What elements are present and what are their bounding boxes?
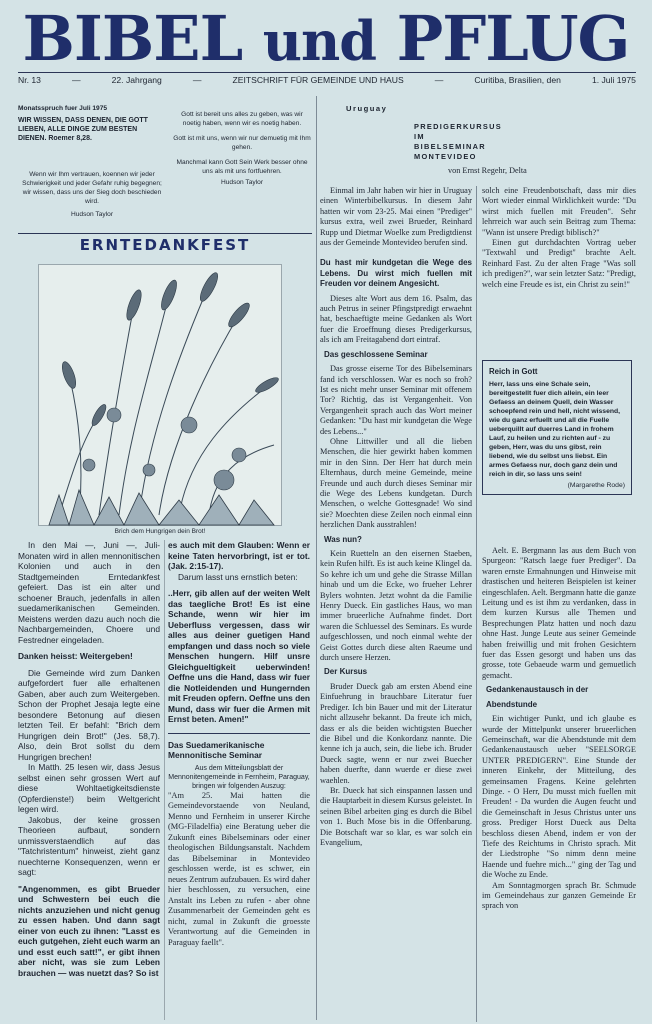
article-subheading: Was nun? [324, 534, 362, 544]
article-paragraph: Ein wichtiger Punkt, und ich glaube es wurde der Mittelpunkt unserer brueerlichen Gemeinschaft, war die Abendstunde mit dem Gedankenaustausch ueber "SEELSORGE UNTER PREDIGERN". Eine Stunde der inneren Einkehr, der Mitteilung, des gemeinsamen Fragens. Keine gelehrten Dinge. - O Herr, Du musst mich fuellen mit Freuden! - Da wurden die Augen feucht und die Gemeinschaft in Jesus Christus unter uns gross. Prediger Horst Dueck aus Delta beschloss diesen Abend, indem er von der Tiefe des Reichtums in Christo sprach. Mit der Liedstrophe "So nimm denn meine Haende und fuehre mich..." ging der Tag und die Woche zu Ende. [482, 714, 636, 880]
erntedank-paragraph: Die Gemeinde wird zum Danken aufgefordert fuer alle erhaltenen Gaben, aber auch zum Weitergeben. Schon der Prophet Jesaja legte eine besondere Betonung auf diesen letzten Teil. Er befahl: "Brich dem Hungrigen dein Brot!" (Jes. 58,7). Also, dein Brot sollst du dem Hungrigen brechen! [18, 667, 160, 762]
article-paragraph: Ohne Littwiller und all die lieben Menschen, die hier gewirkt haben kommen mir in den Sinn. Der Herr hat durch mein Elternhaus, durch meine Gemeinde, meine Freunde und auch durch dieses Seminar mir die Wege des Lebens kundgetan. Durch Menschen, o welche Gottesgnade! Wo sind sie? Moechten diese Zeilen noch einmal einn herzlichen Dank ausstrahlen! [320, 436, 472, 530]
wheat-illustration-icon [39, 265, 283, 527]
issue-number: Nr. 13 [18, 75, 41, 85]
date: 1. Juli 1975 [591, 75, 636, 85]
article-paragraph: Kein Ruetteln an den eisernen Staeben, kein Rufen hilft. Es ist auch keine Klingel da. So kehre ich um und gehe die Strasse Millan hinab und um die Ecke, wo frueher Lehrer Bylers wohnten. Jetzt wohnt da die Familie Henry Dueck. Ein gastliches Haus, wo man immer brueerliche Aufnahme findet. Dort waren die Schluessel des Seminars. Es wurde aufgeschlossen, und noch einmal wehte der Geist Gottes durch diese alten Raeume und durch unsere Herzen. [320, 549, 472, 663]
article-paragraph: Das grosse eiserne Tor des Bibelseminars fand ich verschlossen. War es noch so froh? Ist es nicht mehr unser Seminar mit offenem Tor? Richtig, das ist Vergangenheit. Von Vergangenheit sprach auch das Wort meiner Gedanken: "Du hast mir kundgetan die Wege des Lebens..." [320, 364, 472, 436]
god-quotes [172, 110, 312, 187]
article-subheading: Der Kursus [324, 667, 368, 677]
seminar-paragraph: "Am 25. Mai hatten die Gemeindevorstaende von Neuland, Menno und Fernheim in unserer Kirche (MG-Filadelfia) eine Beratung ueber die Zukunft eines Bibelseminars oder einer theologischen Bildungsanstalt. Nachdem das Bibelseminar in Montevideo geschlossen werde, ist es schwer, ein neues Zentrum aufzubauen. Es wird daher hier beschlossen, zu versuchen, eine Anstalt ins Leben zu rufen - aber ohne Zusammenarbeit der Gemeinden geht es nicht, zumal in Zukunft die groesste Verantwortung auf die Gemeinden in Paraguay faellt". [168, 790, 310, 947]
uruguay-column-1 [320, 186, 472, 848]
god-quote-author: Hudson Taylor [220, 179, 264, 186]
uruguay-kicker: Uruguay [346, 104, 388, 113]
article-paragraph: Einen gut durchdachten Vortrag ueber "Textwahl und Predigt" brachte Aelt. Reinhard Fast. Zu der alten Frage "Was soll ich predigen?", war sein letzter Satz: "Predigt, welch eine Freude es ist, ein Christ zu sein!" [482, 238, 636, 289]
seminar-subheading: Das Suedamerikanische [168, 739, 265, 750]
trust-quote-text: Wenn wir Ihm vertrauen, koennen wir jeder Schwierigkeit und jeder Gefahr ruhig begegnen; wir wissen, dass uns der Sieg doch beschieden wird. [22, 171, 162, 205]
issue-line [18, 72, 636, 85]
uruguay-title-line: BIBELSEMINAR [414, 142, 486, 151]
masthead [18, 4, 634, 76]
illustration-caption: Brich dem Hungrigen dein Brot! [114, 528, 206, 535]
article-subheading: Gedankenaustausch in der [486, 685, 589, 695]
uruguay-column-2-bottom [482, 546, 636, 912]
title-word-bibel: BIBEL [22, 2, 243, 75]
erntedank-subheading: Danken heisst: Weitergeben! [18, 651, 133, 661]
article-subheading: Das geschlossene Seminar [324, 349, 428, 359]
harvest-illustration [38, 264, 282, 526]
title-word-pflug: PFLUG [396, 2, 630, 75]
column-rule [476, 186, 477, 1022]
erntedank-paragraph: Jakobus, der keine grossen Theorieen aufbaut, sondern unmissverstaendlich auf das "Tatchristentum" hinweist, zieht ganz nuechterne Konsequenzen, wenn er sagt: [18, 814, 160, 877]
month-verse [18, 104, 166, 143]
article-paragraph: Bruder Dueck gab am ersten Abend eine Einfuehrung in brauchbare Literatur fuer Prediger. Ich bin Bauer und mit der Literatur nicht allzusehr bekannt. Da freute ich mich, dass er als die beiden wichtigsten Buecher die Bibel und die Konkordanz nannte. Die kenne ich ja auch, sein, die liebe ich. Bruder Dueck sagte, wenn er nur zwei Buecher haben duerfte, dann wuerde er diese zwei waehlen. [320, 681, 472, 785]
article-paragraph: Br. Dueck hat sich einspannen lassen und die Hauptarbeit in diesem Kursus geleistet. In seinen Bibel arbeiten ging es durch die Bibel von 1. Buch Mose bis in die Offenbarung. Die Botschaft war so klar, es war solch ein Evangelium, [320, 785, 472, 847]
dash: — [192, 75, 202, 85]
column-rule [164, 540, 165, 1020]
paper-title [18, 4, 634, 76]
month-verse-text: WIR WISSEN, DASS DENEN, DIE GOTT LIEBEN, ALLE DINGE ZUM BESTEN DIENEN. Roemer 8,28. [18, 117, 148, 142]
volume: 22. Jahrgang [111, 75, 162, 85]
article-paragraph: Am Sonntagmorgen sprach Br. Schmude im Gemeindehaus zur ganzen Gemeinde Er sprach von [482, 880, 636, 911]
uruguay-title-line: MONTEVIDEO [414, 152, 477, 161]
article-byline: von Ernst Regehr, Delta [448, 166, 527, 175]
trust-quote-author: Hudson Taylor [70, 211, 114, 218]
uruguay-title [414, 122, 534, 162]
seminar-note: Aus dem Mitteilungsblatt der Mennonitengemeinde in Fernheim, Paraguay, bringen wir folgenden Auszug: [168, 764, 310, 790]
james-quote-end: es auch mit dem Glauben: Wenn er keine Taten hervorbringt, ist er tot. (Jak. 2:15-17). [168, 540, 310, 571]
erntedank-paragraph: In Matth. 25 lesen wir, dass Jesus selbst einen sehr grossen Wert auf diese Wohltaetigkeitsdienste (Opferdienste!) beim Weltgericht legen wird. [18, 762, 160, 814]
poem-author: (Margarethe Rode) [567, 482, 625, 489]
uruguay-column-2-top [482, 186, 636, 290]
article-paragraph: Aelt. E. Bergmann las aus dem Buch von Spurgeon: "Ratsch laege fuer Prediger". Da waren ernste Ermahnungen und Hinweise mit drastischen und heiteren Beispielen ist keiner eingeschlafen. Aelt. Bergmann hatte die ganze Leitung und es ist ihm zu verdanken, dass in dem kurzen Kursus alle Themen und Besprechungen Platz hatten und noch dazu ohne Hast. Junge Leute aus seiner Gemeinde haben freiwillig und mit frohen Gesichtern fuer das Essen gesorgt und haben uns das grosse, tote Gebaeude warm und gemuetlich gemacht. [482, 546, 636, 680]
divider [168, 733, 310, 734]
god-quote-3: Manchmal kann Gott Sein Werk besser ohne uns als mit uns fortfuehren. [176, 159, 308, 175]
erntedank-paragraph: Darum lasst uns ernstlich beten: [178, 571, 298, 582]
psalm-quote: Du hast mir kundgetan die Wege des Lebens. Du wirst mich fuellen mit Freuden vor deinem Angesicht. [320, 258, 472, 289]
dash: — [71, 75, 81, 85]
god-quote-2: Gott ist mit uns, wenn wir nur demuetig mit Ihm gehen. [173, 135, 311, 151]
poem-text: Herr, lass uns eine Schale sein, bereitgestellt fuer dich allein, ein leer Gefaess an deinem Quell, dein Wasser schoepfend rein und hell, nicht wissend, wie du ganz erfuellt und all die Fuelle ueberquillt auf duerres Land in frohem Lauf, zu heilen und zu richten auf - zu geben, Herr, was du uns gibst, rein liebend, wie du selbst uns liebst. Ein armes Gefaess nur, doch ganz dein und reich in dir, so lass uns sein! [489, 381, 621, 478]
subtitle: ZEITSCHRIFT FÜR GEMEINDE UND HAUS [232, 75, 404, 85]
title-word-und: und [262, 9, 377, 73]
month-verse-heading: Monatsspruch fuer Juli 1975 [18, 105, 108, 112]
erntedank-heading: ERNTEDANKFEST [79, 236, 251, 254]
erntedank-column-2 [168, 540, 310, 948]
column-rule [316, 96, 317, 1020]
prayer-text: ..Herr, gib allen auf der weiten Welt das taegliche Brot! Es ist eine Schande, wenn wir hier im Ueberfluss vergessen, dass wir alles aus deiner guetigen Hand empfangen und dass noch so viele Menschen hungern. Hilf unsre Gleichgueltigkeit ueberwinden! Oeffne uns die Hand, dass wir fuer die Notleidenden und Hungernden mit Freuden opfern. Oeffne uns den Mund, dass wir fuer die Armen mit Ernst beten. Amen!" [168, 588, 310, 724]
seminar-subheading: Mennonitische Seminar [168, 750, 263, 760]
uruguay-title-line: IM [414, 132, 425, 141]
article-subheading: Abendstunde [486, 699, 538, 709]
erntedank-paragraph: In den Mai —, Juni —, Juli-Monaten wird in allen mennonitischen Kolonien und auch in den Stadtgemeinden Erntedankfest gefeiert. Das ist ein alter und schoener Brauch, jedenfalls in allen suedamerikanischen Gemeinden. Meistens werden dazu auch noch die Nachbargemeinden, Choere und Festredner eingeladen. [18, 540, 160, 645]
place: Curitiba, Brasilien, den [474, 75, 561, 85]
article-paragraph: Dieses alte Wort aus dem 16. Psalm, das auch Petrus in seiner Pfingstpredigt erwaehnt hat, beschaeftigte meine Gedanken als Wort fuer die Eroeffnung dieses Predigerkursus, als ich am Freitagabend dort eintraf. [320, 293, 472, 345]
article-paragraph: solch eine Freudenbotschaft, dass mir dies Wort wieder einmal Wirklichkeit wurde: "Du wirst mich fuellen mit Freuden". Sehr lehrreich war auch sein Beitrag zum Thema: "Wann ist unsere Predigt biblisch?" [482, 186, 636, 237]
divider [18, 233, 312, 234]
article-paragraph: Einmal im Jahr haben wir hier in Uruguay einen Winterbibelkursus. In diesem Jahr hatten wir vom 23-25. Mai einen "Prediger" kursus extra, weil zwei Brueder, Reinhard Rupp und Dietmar Woelke zum Predigtdienst aus der Gemeinde Montevideo berufen sind. [320, 186, 472, 248]
erntedank-column-1 [18, 540, 160, 978]
poem-box [482, 360, 632, 495]
james-quote: "Angenommen, es gibt Brueder und Schwestern bei euch die nichts anzuziehen und nicht genug zu essen haben. Und dann sagt einer von euch zu ihnen: "Lasst es euch gutgehen, zieht euch warm an und esst euch satt!", er gibt ihnen aber nicht, was sie zum Leben brauchen — was nuetzt das? So ist [18, 883, 160, 978]
trust-quote [18, 170, 166, 219]
poem-title: Reich in Gott [489, 367, 538, 376]
god-quote-1: Gott ist bereit uns alles zu geben, was wir noetig haben, wenn wir es noetig haben. [181, 111, 303, 127]
uruguay-title-line: PREDIGERKURSUS [414, 122, 503, 131]
dash: — [434, 75, 444, 85]
